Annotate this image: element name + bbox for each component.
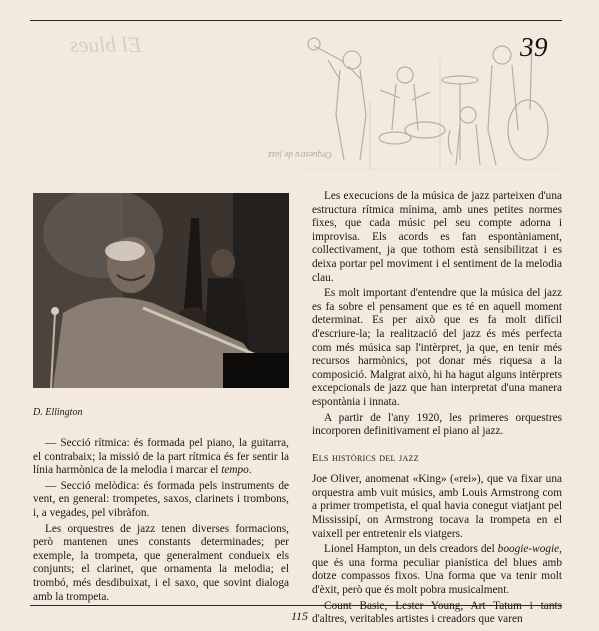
paragraph-count-basie: d'altres, veritables artistes i creadors que varen — [312, 613, 523, 626]
paragraph-joe-oliver: Joe Oliver, anomenat «King» («rei»), que va fixar una orquestra amb vuit músics, amb Louis Armstrong com a primer trompetista, el qual havia conegut viatjant pel Mississipí, on Armstrong tocava la trompeta en el vaixell per entretenir els viatgers. — [312, 473, 562, 540]
duke-ellington-photo — [33, 193, 289, 388]
paragraph-rhythm-section: — Secció rítmica: és formada pel piano, la guitarra, el contrabaix; la missió de la part rítmica és fer sentir la línia harmònica de la melodia i marcar el tempo. — [33, 437, 289, 477]
paragraph-orchestras: Les orquestres de jazz tenen diverses formacions, però mantenen unes constants determinades; per exemple, la trompeta, que generalment condueix els conjunts; el clarinet, que ornamenta la melodia; el trombó, més desdibuixat, i el saxo, que sovint dialoga amb la trompeta. — [33, 522, 289, 603]
trumpeter-body — [336, 70, 366, 160]
bleed-through-heading: El blues — [70, 32, 142, 57]
paragraph-lionel-hampton: Lionel Hampton, un dels creadors del boogie-wogie, que és una forma peculiar pianística del blues amb dotze compassos fixos. Una forma que va tenir molt d'èxit, però que és molt pobra musicalment. — [312, 543, 562, 597]
left-column — [33, 437, 289, 606]
drummer-head — [397, 67, 413, 83]
page-number: 39 — [520, 32, 548, 62]
double-bass-body — [508, 100, 548, 160]
illustration-caption: Orquestra de jazz — [268, 150, 332, 160]
paragraph-importance: Es molt important d'entendre que la música del jazz es fa sobre el pensament que es té en aquell moment determinat. Es per això que es fa molt difícil d'escriure-la; la realització del jazz és més perfecta com més música sap l'intèrpret, ja que, en tenir més recursos harmònics, pot donar més riquesa a la composició. Malgrat això, hi ha hagut alguns intèrprets excepcionals de jazz que han interpretat d'una manera espontània i innata. — [312, 287, 562, 408]
trumpeter-head — [343, 51, 361, 69]
bassist-head — [493, 46, 511, 64]
paragraph-execution: Les execucions de la música de jazz parteixen d'una estructura rítmica mínima, amb unes petites normes fixes, que cada músic pel seu compte adorna i improvisa. Els acords es fan espontàniament, collectivament, ja que tothom està sensibilitzat i es deixa portar pel moviment i el sentiment de la melodia clau. — [312, 190, 562, 284]
paragraph-melodic-section: — Secció melòdica: és formada pels instruments de vent, en general: trompetes, saxos, clarinets i trombons, i, a vegades, pel vibràfon. — [33, 479, 289, 519]
bottom-rule — [30, 605, 562, 606]
paragraph-1920: A partir de l'any 1920, les primeres orquestres incorporen definitivament el piano al jazz. — [312, 411, 562, 438]
right-column — [312, 190, 562, 629]
photo-image — [33, 193, 289, 388]
bottom-page-number: 115 — [290, 609, 309, 623]
section-heading: Els històrics del jazz — [312, 449, 419, 464]
photo-caption: D. Ellington — [33, 407, 83, 418]
boogie-wogie-term: boogie-wogie — [497, 543, 560, 556]
tempo-term: tempo — [221, 464, 249, 477]
